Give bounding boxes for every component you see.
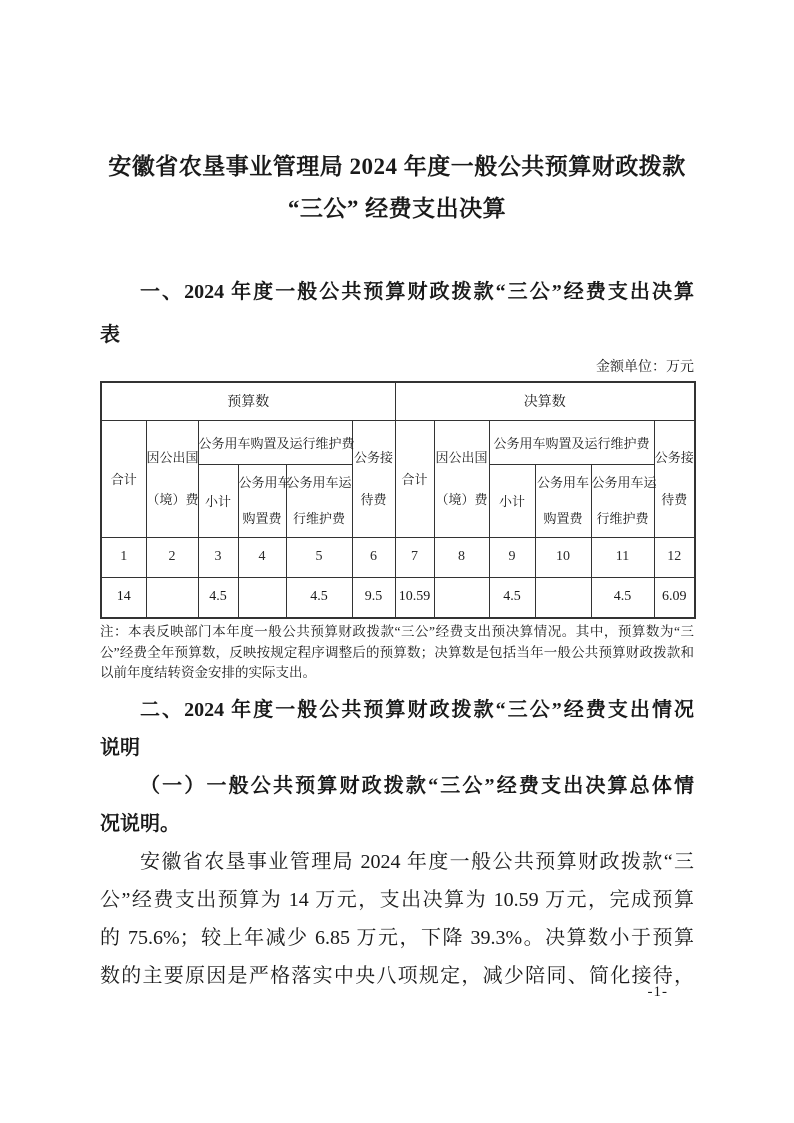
section2-heading-line2: 说明: [100, 736, 140, 759]
total-header-budget: 合计: [101, 420, 146, 537]
subtotal-header-budget: 小计: [198, 464, 238, 537]
column-number-cell: 10: [535, 537, 591, 577]
column-number-cell: 6: [352, 537, 395, 577]
vehicle-purchase-header-final: 公务用车 购置费: [535, 464, 591, 537]
total-header-final: 合计: [395, 420, 434, 537]
value-cell: 4.5: [198, 577, 238, 618]
abroad-fee-header-final: 因公出国 （境）费: [434, 420, 489, 537]
value-cell: [535, 577, 591, 618]
vehicle-maintenance-header-budget: 公务用车运 行维护费: [286, 464, 352, 537]
column-number-cell: 12: [654, 537, 695, 577]
section1-heading: [100, 271, 694, 357]
vehicle-group-header-budget: 公务用车购置及运行维护费: [198, 420, 352, 464]
column-number-cell: 9: [489, 537, 535, 577]
vehicle-maintenance-header-final: 公务用车运 行维护费: [591, 464, 654, 537]
paragraph-line: 安徽省农垦事业管理局 2024 年度一般公共预算财政拨款“三: [140, 850, 694, 873]
column-number-cell: 4: [238, 537, 286, 577]
subtotal-header-final: 小计: [489, 464, 535, 537]
reception-fee-header-budget: 公务接 待费: [352, 420, 395, 537]
subsection1-heading-line1: （一）一般公共预算财政拨款“三公”经费支出决算总体情: [140, 774, 694, 797]
unit-label: 金额单位：万元: [596, 360, 694, 375]
value-cell: 14: [101, 577, 146, 618]
subsection1-heading-line2: 况说明。: [100, 812, 180, 835]
value-row: [101, 577, 695, 618]
column-number-cell: 8: [434, 537, 489, 577]
vehicle-purchase-header-budget: 公务用车 购置费: [238, 464, 286, 537]
table-note: [100, 622, 694, 684]
column-number-cell: 5: [286, 537, 352, 577]
column-number-cell: 2: [146, 537, 198, 577]
budget-group-header: 预算数: [101, 382, 395, 420]
doc-title-line1: 安徽省农垦事业管理局 2024 年度一般公共预算财政拨款: [108, 154, 686, 179]
column-number-row: [101, 537, 695, 577]
column-number-cell: 7: [395, 537, 434, 577]
value-cell: 4.5: [489, 577, 535, 618]
section2-heading: [100, 691, 694, 767]
value-cell: 10.59: [395, 577, 434, 618]
subsection1-heading: [100, 767, 694, 843]
section1-heading-line2: 表: [100, 324, 120, 346]
doc-title-line2: “三公” 经费支出决算: [287, 196, 507, 221]
value-cell: 9.5: [352, 577, 395, 618]
paragraph-line: 公”经费支出预算为 14 万元，支出决算为 10.59 万元，完成预算: [100, 888, 694, 911]
value-cell: [146, 577, 198, 618]
paragraph-line: 的 75.6%；较上年减少 6.85 万元，下降 39.3%。决算数小于预算: [100, 926, 694, 949]
value-cell: [238, 577, 286, 618]
column-number-cell: 3: [198, 537, 238, 577]
section2-heading-line1: 二、2024 年度一般公共预算财政拨款“三公”经费支出情况: [140, 698, 694, 721]
vehicle-group-header-final: 公务用车购置及运行维护费: [489, 420, 654, 464]
three-public-expenditure-table: [100, 381, 696, 619]
reception-fee-header-final: 公务接 待费: [654, 420, 695, 537]
note-line: 以前年度结转资金安排的实际支出。: [100, 665, 316, 680]
paragraph-line: 数的主要原因是严格落实中央八项规定，减少陪同、简化接待，: [100, 964, 694, 987]
note-line: 公”经费全年预算数，反映按规定程序调整后的预算数；决算数是包括当年一般公共预算财政拨款和: [100, 644, 694, 660]
note-line: 注：本表反映部门本年度一般公共预算财政拨款“三公”经费支出预决算情况。其中，预算数为“三: [100, 624, 694, 639]
column-number-cell: 11: [591, 537, 654, 577]
value-cell: [434, 577, 489, 618]
value-cell: 6.09: [654, 577, 695, 618]
abroad-fee-header-budget: 因公出国 （境）费: [146, 420, 198, 537]
section1-heading-line1: 一、2024 年度一般公共预算财政拨款“三公”经费支出决算: [140, 281, 694, 303]
final-group-header: 决算数: [395, 382, 695, 420]
page-number: -1-: [647, 984, 668, 1000]
body-paragraph: [100, 843, 694, 995]
column-number-cell: 1: [101, 537, 146, 577]
doc-title: [100, 146, 694, 230]
value-cell: 4.5: [591, 577, 654, 618]
value-cell: 4.5: [286, 577, 352, 618]
